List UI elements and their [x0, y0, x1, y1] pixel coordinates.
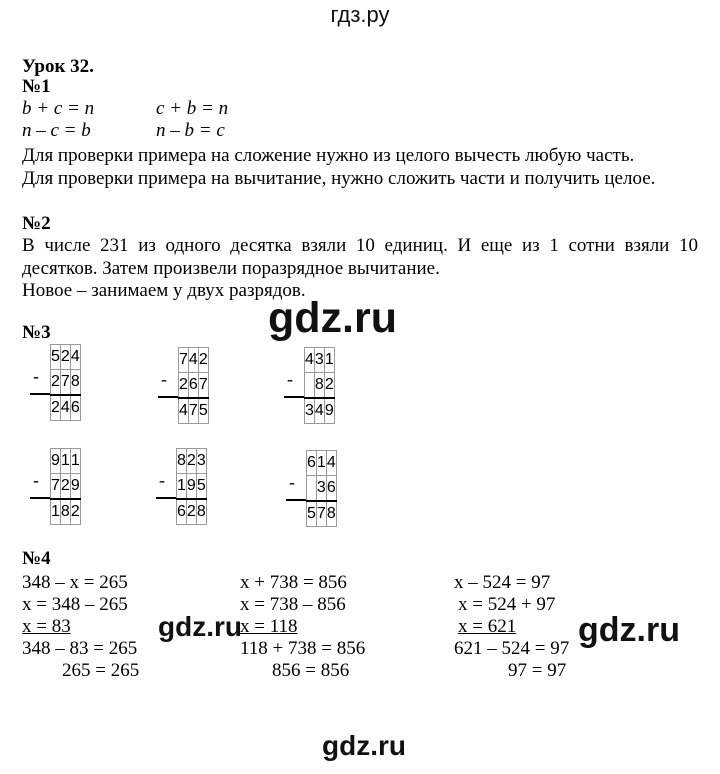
- digit-cell: 3: [316, 476, 326, 502]
- watermark: gdz.ru: [158, 611, 242, 642]
- digit-cell: 5: [51, 345, 61, 370]
- digit-cell: 7: [188, 398, 198, 424]
- watermark: gdz.ru: [578, 611, 680, 649]
- equation-line: 348 – x = 265: [22, 572, 128, 593]
- digit-cell: 2: [179, 373, 189, 399]
- equation-check: 265 = 265: [62, 660, 140, 681]
- digit-cell: 2: [60, 474, 70, 500]
- digit-cell: 5: [196, 474, 206, 500]
- digit-cell: 9: [70, 474, 80, 500]
- minus-sign: -: [161, 369, 167, 389]
- digit-cell: 1: [324, 348, 334, 373]
- equation-line: x – 524 = 97: [454, 572, 551, 593]
- digit-cell: 8: [314, 373, 324, 399]
- minus-sign: -: [33, 366, 39, 386]
- watermark: gdz.ru: [322, 730, 406, 761]
- digit-cell: 7: [198, 373, 208, 399]
- minus-sign: -: [33, 470, 39, 490]
- digit-cell: 2: [70, 499, 80, 525]
- minus-sign: -: [159, 470, 165, 490]
- digit-cell: 6: [70, 395, 80, 421]
- grid-underline: [158, 396, 178, 398]
- digit-cell: 1: [177, 474, 187, 500]
- digit-cell: 4: [326, 451, 336, 476]
- digit-cell: 6: [188, 373, 198, 399]
- grid-underline: [30, 393, 50, 395]
- digit-cell: 5: [307, 501, 317, 527]
- equation-check: 856 = 856: [272, 660, 350, 681]
- digit-cell: 1: [51, 499, 61, 525]
- digit-cell: 3: [314, 348, 324, 373]
- digit-table: [178, 347, 209, 424]
- site-title: гдз.ру: [330, 2, 390, 27]
- digit-cell: 1: [60, 449, 70, 474]
- digit-cell: 4: [188, 348, 198, 373]
- digit-cell: [307, 476, 317, 502]
- equation-answer: x = 83: [22, 616, 71, 637]
- digit-cell: [305, 373, 315, 399]
- task1-equation: n – c = b: [22, 120, 91, 141]
- equation-answer: x = 621: [458, 616, 517, 637]
- digit-cell: 2: [186, 449, 196, 474]
- equation-line: x = 738 – 856: [240, 594, 346, 615]
- digit-cell: 2: [324, 373, 334, 399]
- task1-heading: №1: [22, 76, 51, 97]
- task4-heading: №4: [22, 548, 51, 569]
- equation-line: x = 348 – 265: [22, 594, 128, 615]
- watermark: gdz.ru: [268, 294, 397, 342]
- minus-sign: -: [289, 472, 295, 492]
- equation-check: 348 – 83 = 265: [22, 638, 138, 659]
- digit-cell: 2: [51, 370, 61, 396]
- digit-cell: 8: [326, 501, 336, 527]
- digit-cell: 2: [60, 345, 70, 370]
- equation-line: x + 738 = 856: [240, 572, 347, 593]
- digit-cell: 9: [324, 398, 334, 424]
- digit-cell: 3: [305, 398, 315, 424]
- digit-cell: 2: [186, 499, 196, 525]
- equation-check: 621 – 524 = 97: [454, 638, 570, 659]
- digit-table: [304, 347, 335, 424]
- minus-sign: -: [287, 369, 293, 389]
- digit-cell: 4: [179, 398, 189, 424]
- equation-check: 97 = 97: [508, 660, 567, 681]
- digit-cell: 7: [51, 474, 61, 500]
- digit-cell: 8: [177, 449, 187, 474]
- task2-heading: №2: [22, 213, 51, 234]
- digit-cell: 7: [60, 370, 70, 396]
- equation-check: 118 + 738 = 856: [240, 638, 366, 659]
- digit-table: [50, 344, 81, 421]
- equation-line: x = 524 + 97: [458, 594, 556, 615]
- task2-text: десятков. Затем произвели поразрядное вычитание.: [22, 258, 440, 279]
- grid-underline: [286, 499, 306, 501]
- equation-answer: x = 118: [240, 616, 298, 637]
- digit-cell: 8: [196, 499, 206, 525]
- task1-equation: c + b = n: [156, 98, 229, 119]
- digit-cell: 6: [307, 451, 317, 476]
- digit-cell: 9: [186, 474, 196, 500]
- digit-table: [50, 448, 81, 525]
- digit-cell: 6: [326, 476, 336, 502]
- digit-table: [306, 450, 337, 527]
- task2-text: В числе 231 из одного десятка взяли 10 единиц. И еще из 1 сотни взяли 10: [22, 235, 698, 256]
- grid-underline: [284, 396, 304, 398]
- digit-cell: 4: [314, 398, 324, 424]
- grid-underline: [30, 497, 50, 499]
- digit-cell: 7: [316, 501, 326, 527]
- digit-cell: 2: [51, 395, 61, 421]
- grid-underline: [156, 497, 176, 499]
- digit-cell: 1: [316, 451, 326, 476]
- task1-text: Для проверки примера на сложение нужно из целого вычесть любую часть.: [22, 145, 635, 166]
- task1-equation: b + c = n: [22, 98, 95, 119]
- digit-cell: 6: [177, 499, 187, 525]
- lesson-title: Урок 32.: [22, 56, 94, 77]
- digit-cell: 7: [179, 348, 189, 373]
- task1-equation: n – b = c: [156, 120, 225, 141]
- digit-cell: 9: [51, 449, 61, 474]
- digit-cell: 2: [198, 348, 208, 373]
- digit-cell: 8: [70, 370, 80, 396]
- digit-cell: 4: [60, 395, 70, 421]
- digit-cell: 4: [70, 345, 80, 370]
- digit-cell: 3: [196, 449, 206, 474]
- task2-text: Новое – занимаем у двух разрядов.: [22, 280, 306, 301]
- task1-text: Для проверки примера на вычитание, нужно сложить части и получить целое.: [22, 168, 656, 189]
- task3-heading: №3: [22, 322, 51, 343]
- digit-cell: 5: [198, 398, 208, 424]
- digit-cell: 4: [305, 348, 315, 373]
- digit-cell: 8: [60, 499, 70, 525]
- digit-cell: 1: [70, 449, 80, 474]
- digit-table: [176, 448, 207, 525]
